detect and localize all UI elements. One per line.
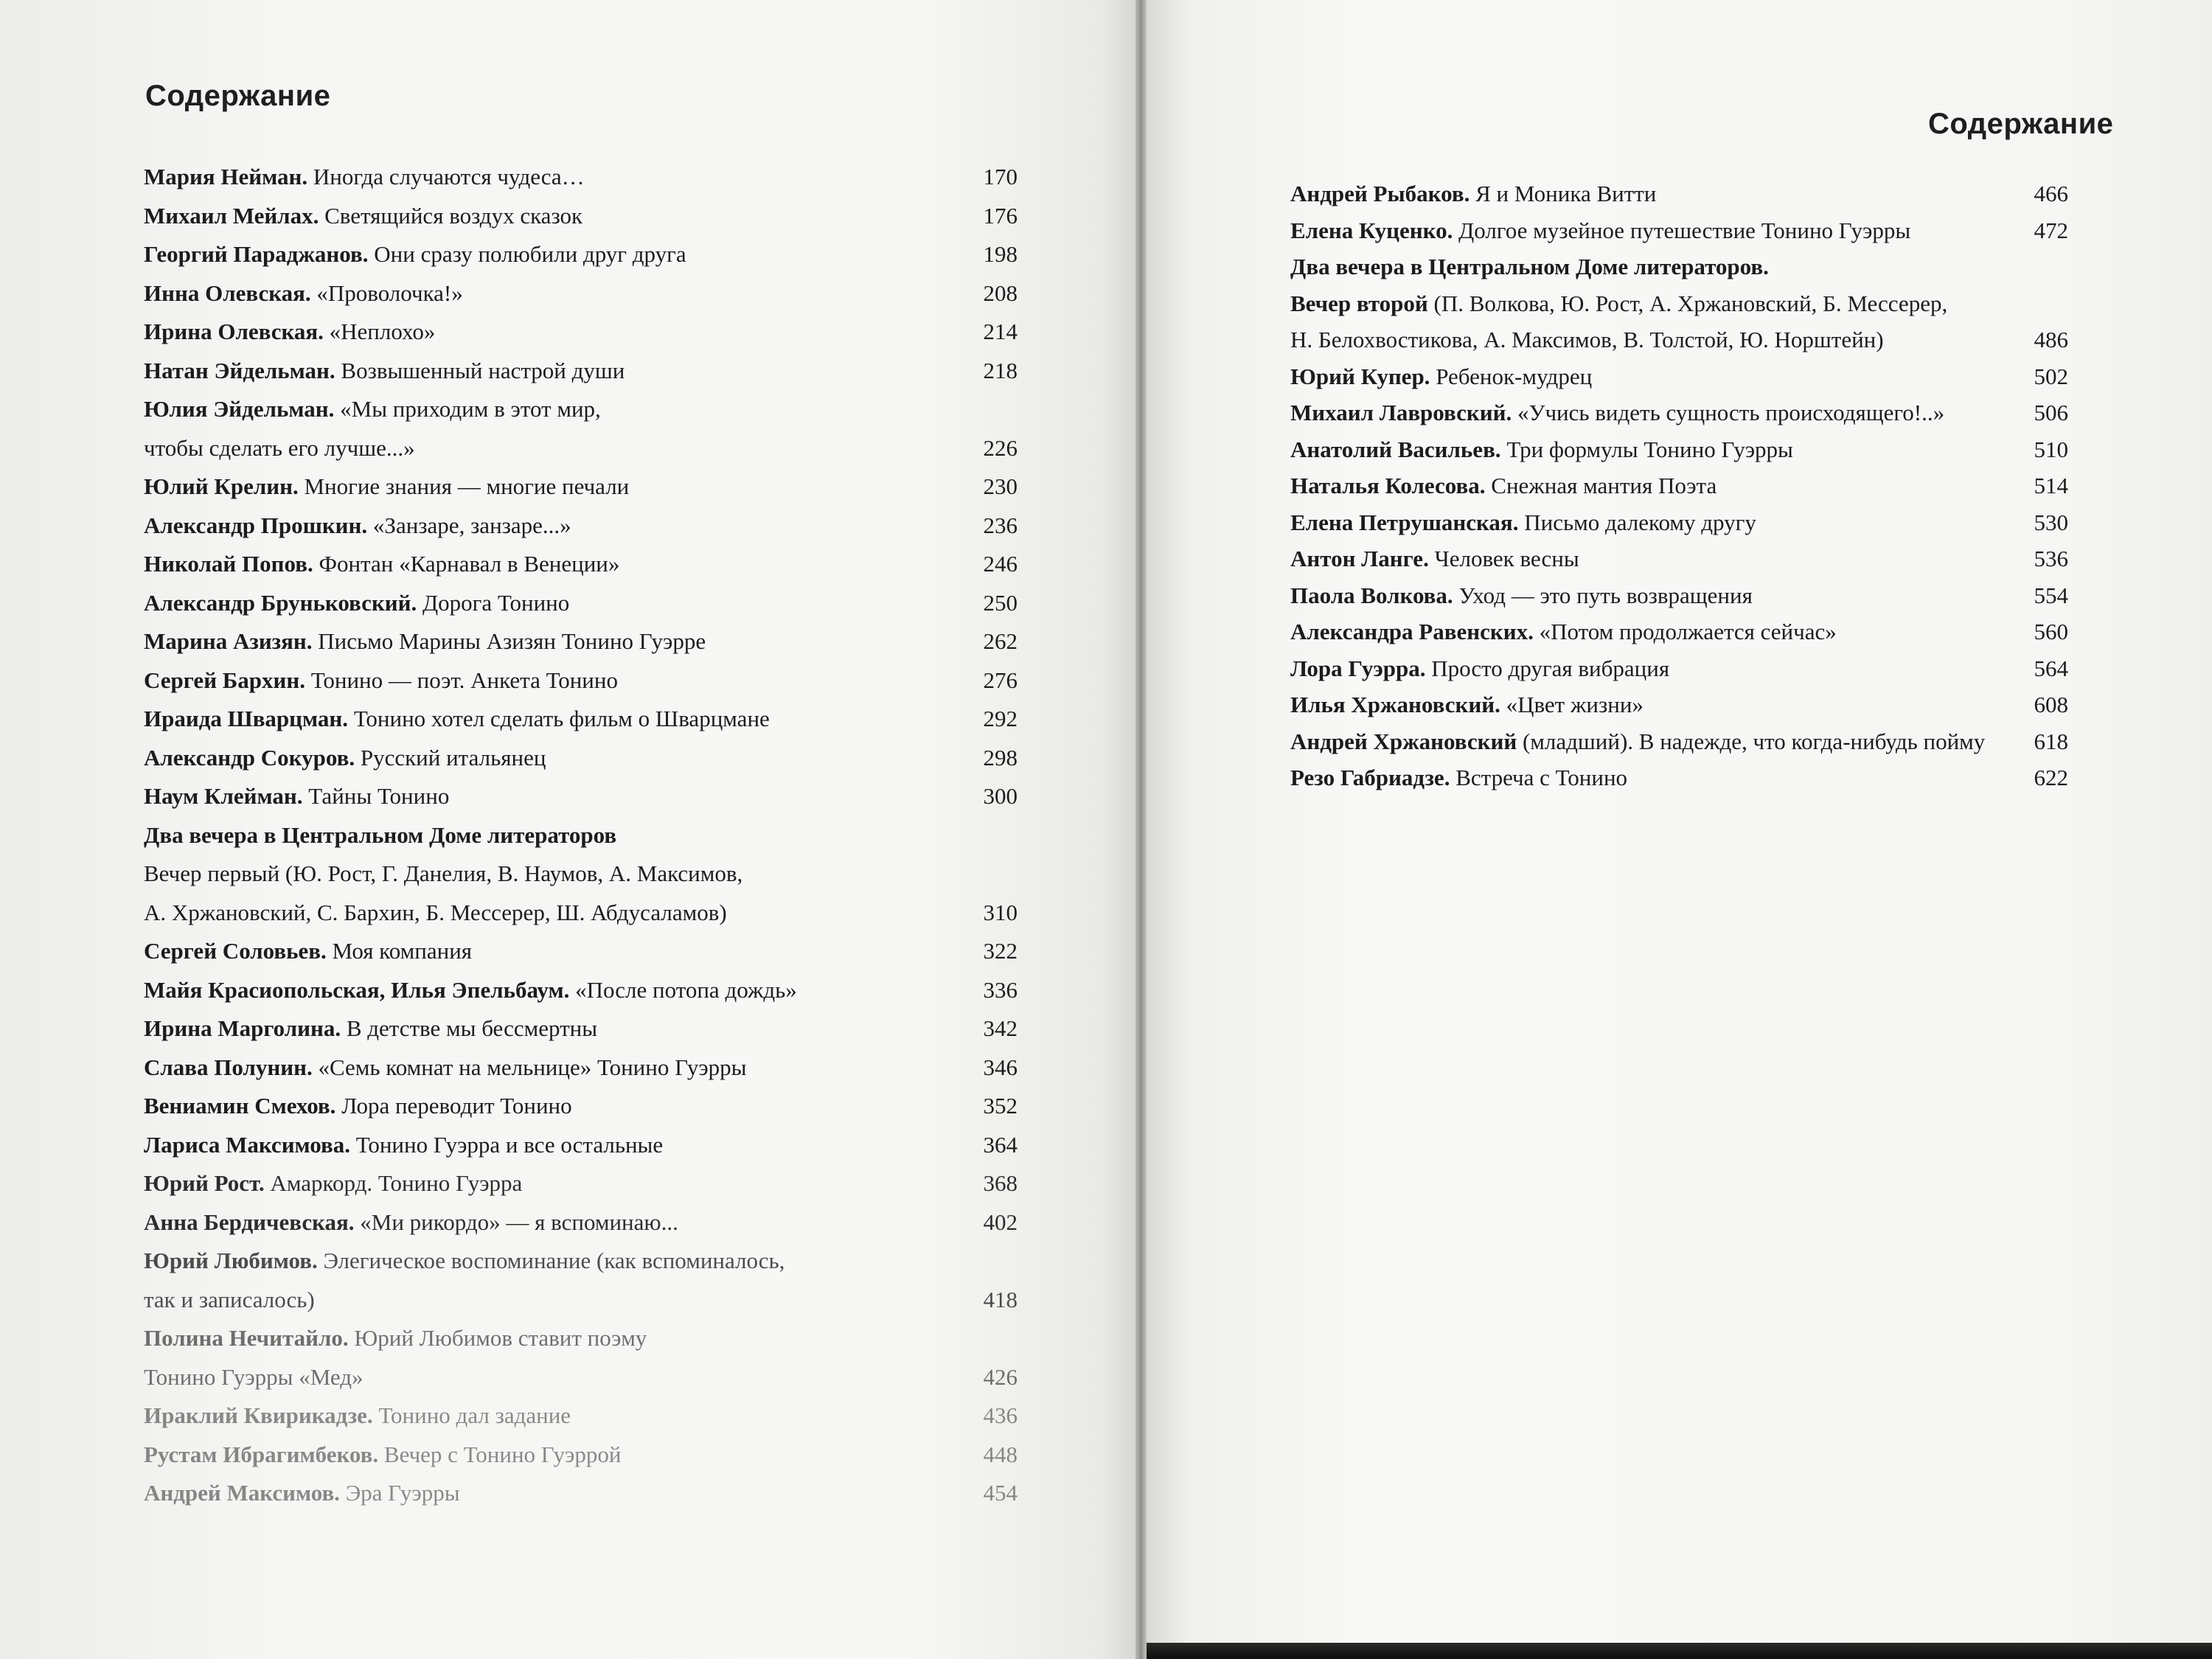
toc-author: Анатолий Васильев. xyxy=(1290,436,1501,462)
toc-entry xyxy=(144,274,1018,313)
toc-author: Андрей Хржановский xyxy=(1290,728,1517,754)
toc-entry xyxy=(144,971,1018,1010)
toc-entry xyxy=(1290,759,2068,796)
toc-author: Илья Хржановский. xyxy=(1290,692,1500,717)
toc-title: (младший). В надежде, что когда-нибудь пойму xyxy=(1517,728,1986,754)
toc-entry-text xyxy=(144,1203,678,1242)
toc-entry xyxy=(1290,248,2068,285)
toc-author: Юрий Рост. xyxy=(144,1170,265,1196)
toc-entry-text xyxy=(144,1319,647,1358)
toc-page-number: 622 xyxy=(2034,765,2068,790)
toc-author: Андрей Рыбаков. xyxy=(1290,181,1470,206)
toc-entry-text xyxy=(1290,504,1756,541)
toc-author: Наум Клейман. xyxy=(144,783,303,809)
toc-author: Юрий Любимов. xyxy=(144,1248,318,1273)
toc-author: Ирина Олевская. xyxy=(144,319,324,344)
table-of-contents-left xyxy=(144,158,1018,1513)
toc-page-number: 426 xyxy=(983,1363,1018,1390)
toc-page-number: 554 xyxy=(2034,582,2068,608)
toc-entry-text xyxy=(144,1126,663,1165)
toc-entry-text xyxy=(144,855,742,894)
toc-entry xyxy=(1290,613,2068,650)
toc-title: «Ми рикордо» — я вспоминаю... xyxy=(354,1208,678,1235)
toc-entry-text xyxy=(144,777,449,816)
toc-entry xyxy=(144,313,1018,352)
toc-title: Лора переводит Тонино xyxy=(335,1093,572,1119)
toc-entry-text xyxy=(144,158,585,197)
toc-page-number: 514 xyxy=(2034,473,2068,498)
toc-title: Вечер с Тонино Гуэррой xyxy=(378,1441,622,1467)
page-edge-shadow xyxy=(1147,1643,2212,1659)
toc-page-number: 560 xyxy=(2034,619,2068,644)
toc-title: Юрий Любимов ставит поэму xyxy=(348,1325,647,1351)
toc-entry xyxy=(144,1397,1018,1436)
toc-entry-text xyxy=(144,971,797,1010)
toc-entry-text xyxy=(144,429,415,468)
toc-entry xyxy=(1290,540,2068,577)
toc-entry xyxy=(1290,358,2068,395)
toc-title: «Семь комнат на мельнице» Тонино Гуэрры xyxy=(312,1054,747,1080)
toc-author: Паола Волкова. xyxy=(1290,582,1453,608)
toc-author: Наталья Колесова. xyxy=(1290,473,1486,498)
toc-page-number: 454 xyxy=(983,1480,1018,1506)
toc-entry xyxy=(1290,577,2068,614)
toc-entry xyxy=(144,1048,1018,1088)
toc-entry-text xyxy=(144,352,625,391)
toc-author: Майя Красиопольская, Илья Эпельбаум. xyxy=(144,976,570,1003)
toc-page-number: 300 xyxy=(983,783,1018,809)
toc-entry-text xyxy=(144,197,582,236)
toc-page-number: 246 xyxy=(983,551,1018,577)
toc-entry xyxy=(144,1281,1018,1320)
toc-entry xyxy=(144,545,1018,584)
toc-page-number: 510 xyxy=(2034,436,2068,462)
toc-page-number: 310 xyxy=(983,899,1018,925)
toc-page-number: 368 xyxy=(983,1170,1018,1196)
toc-entry-text xyxy=(144,932,472,971)
toc-entry xyxy=(144,1087,1018,1126)
toc-title: Моя компания xyxy=(326,938,473,964)
toc-page-number: 214 xyxy=(983,319,1018,344)
toc-author: Сергей Бархин. xyxy=(144,667,306,693)
toc-author: Полина Нечитайло. xyxy=(144,1325,349,1351)
toc-entry xyxy=(144,197,1018,236)
toc-entry xyxy=(1290,394,2068,431)
toc-author: Мария Нейман. xyxy=(144,164,308,189)
right-page xyxy=(1147,0,2212,1644)
toc-title: Русский итальянец xyxy=(355,744,546,771)
toc-entry-text xyxy=(144,313,435,352)
toc-entry-text xyxy=(1290,759,1627,796)
toc-page-number: 322 xyxy=(983,938,1018,964)
toc-entry xyxy=(144,894,1018,933)
toc-entry-text xyxy=(1290,577,1753,614)
toc-entry xyxy=(1290,723,2068,760)
toc-title: А. Хржановский, С. Бархин, Б. Мессерер, Ш. Абдусаламов) xyxy=(144,899,727,925)
toc-author: Натан Эйдельман. xyxy=(144,357,335,383)
toc-author: Марина Азизян. xyxy=(144,628,313,654)
toc-title: Ребенок-мудрец xyxy=(1430,363,1593,389)
toc-entry-text xyxy=(144,1164,522,1203)
toc-title: Светящийся воздух сказок xyxy=(319,202,583,229)
toc-title: Эра Гуэрры xyxy=(339,1480,460,1506)
toc-entry xyxy=(144,1474,1018,1513)
toc-entry xyxy=(144,661,1018,700)
toc-author: Николай Попов. xyxy=(144,551,313,577)
toc-title: Встреча с Тонино xyxy=(1450,765,1628,790)
toc-entry-text xyxy=(144,235,686,274)
toc-page-number: 236 xyxy=(983,512,1018,538)
toc-title: В детстве мы бессмертны xyxy=(341,1015,598,1041)
toc-entry-text xyxy=(144,622,706,661)
page-heading: Содержание xyxy=(1928,108,2114,140)
toc-title: «Проволочка!» xyxy=(310,279,463,306)
toc-author: Елена Куценко. xyxy=(1290,217,1453,243)
toc-page-number: 618 xyxy=(2034,728,2068,754)
toc-entry-text xyxy=(144,507,571,546)
toc-page-number: 486 xyxy=(2034,327,2068,352)
toc-page-number: 466 xyxy=(2034,181,2068,206)
toc-title: Уход — это путь возвращения xyxy=(1453,582,1753,608)
toc-entry xyxy=(144,158,1018,197)
toc-title: Вечер первый (Ю. Рост, Г. Данелия, В. Наумов, А. Максимов, xyxy=(144,860,743,886)
toc-title: Человек весны xyxy=(1428,546,1579,571)
toc-title: Тонино — поэт. Анкета Тонино xyxy=(305,667,618,693)
toc-page-number: 176 xyxy=(983,202,1018,229)
toc-title: Тонино хотел сделать фильм о Шварцмане xyxy=(348,706,770,731)
toc-title: Три формулы Тонино Гуэрры xyxy=(1500,436,1793,462)
toc-page-number: 230 xyxy=(983,473,1018,499)
toc-title: «Мы приходим в этот мир, xyxy=(334,396,601,422)
toc-author: Два вечера в Центральном Доме литераторов. xyxy=(1290,254,1769,279)
toc-author: Георгий Параджанов. xyxy=(144,241,369,267)
toc-entry-text xyxy=(1290,248,1769,285)
toc-author: Александр Прошкин. xyxy=(144,512,368,538)
page-heading: Содержание xyxy=(145,80,331,112)
toc-title: Дорога Тонино xyxy=(417,589,570,616)
toc-page-number: 346 xyxy=(983,1054,1018,1080)
toc-page-number: 208 xyxy=(983,279,1018,306)
toc-entry xyxy=(144,622,1018,661)
toc-entry xyxy=(1290,686,2068,723)
toc-entry-text xyxy=(144,700,770,739)
toc-title: Долгое музейное путешествие Тонино Гуэрры xyxy=(1453,217,1911,243)
toc-author: Александра Равенских. xyxy=(1290,619,1534,644)
toc-entry xyxy=(144,1319,1018,1358)
toc-title: Многие знания — многие печали xyxy=(298,473,630,499)
toc-author: Михаил Лавровский. xyxy=(1290,400,1512,425)
toc-entry xyxy=(144,429,1018,468)
toc-author: Александр Сокуров. xyxy=(144,744,355,771)
toc-title: Просто другая вибрация xyxy=(1425,655,1670,681)
toc-entry-text xyxy=(1290,394,1944,431)
toc-entry-text xyxy=(144,274,463,313)
toc-entry xyxy=(144,507,1018,546)
toc-author: Резо Габриадзе. xyxy=(1290,765,1450,790)
toc-page-number: 226 xyxy=(983,434,1018,461)
toc-entry-text xyxy=(1290,431,1793,468)
toc-title: Элегическое воспоминание (как вспоминалось, xyxy=(317,1248,785,1273)
toc-entry xyxy=(144,235,1018,274)
toc-author: Юрий Купер. xyxy=(1290,363,1430,389)
toc-entry-text xyxy=(144,1358,364,1397)
toc-entry xyxy=(1290,321,2068,358)
toc-entry xyxy=(1290,467,2068,504)
toc-title: так и записалось) xyxy=(144,1286,315,1312)
toc-entry xyxy=(144,816,1018,855)
toc-entry xyxy=(1290,431,2068,468)
toc-entry-text xyxy=(1290,723,1985,760)
toc-entry xyxy=(144,1242,1018,1281)
toc-title: «После потопа дождь» xyxy=(569,976,797,1003)
toc-entry-text xyxy=(144,1087,572,1126)
toc-entry xyxy=(144,1164,1018,1203)
toc-entry xyxy=(144,390,1018,429)
toc-author: Вениамин Смехов. xyxy=(144,1093,336,1119)
toc-author: Александр Бруньковский. xyxy=(144,589,417,616)
toc-entry-text xyxy=(144,1436,621,1475)
toc-title: Амаркорд. Тонино Гуэрра xyxy=(264,1170,523,1196)
toc-title: Иногда случаются чудеса… xyxy=(307,164,585,189)
table-of-contents-right xyxy=(1290,175,2068,796)
toc-author: Лариса Максимова. xyxy=(144,1131,350,1158)
toc-entry-text xyxy=(144,1009,597,1048)
toc-page-number: 336 xyxy=(983,976,1018,1003)
toc-author: Ираклий Квирикадзе. xyxy=(144,1402,373,1428)
toc-title: Письмо далекому другу xyxy=(1518,509,1756,535)
toc-entry xyxy=(144,1436,1018,1475)
toc-author: Сергей Соловьев. xyxy=(144,938,327,964)
toc-entry-text xyxy=(144,1474,460,1513)
toc-page-number: 502 xyxy=(2034,363,2068,389)
toc-entry-text xyxy=(1290,613,1837,650)
toc-page-number: 564 xyxy=(2034,655,2068,681)
toc-entry-text xyxy=(1290,358,1592,395)
toc-title: «Неплохо» xyxy=(323,319,436,344)
toc-page-number: 506 xyxy=(2034,400,2068,425)
toc-page-number: 364 xyxy=(983,1131,1018,1158)
toc-title: Тонино дал задание xyxy=(372,1402,571,1428)
toc-title: «Учись видеть сущность происходящего!..» xyxy=(1512,400,1945,425)
toc-title: Возвышенный настрой души xyxy=(335,357,625,383)
toc-entry-text xyxy=(144,545,619,584)
toc-entry-text xyxy=(1290,212,1910,249)
toc-entry-text xyxy=(1290,285,1947,322)
toc-entry-text xyxy=(1290,650,1669,687)
toc-author: Андрей Максимов. xyxy=(144,1480,340,1506)
toc-entry-text xyxy=(1290,686,1644,723)
toc-entry xyxy=(144,1203,1018,1242)
toc-title: Я и Моника Витти xyxy=(1470,181,1657,206)
toc-page-number: 198 xyxy=(983,241,1018,267)
toc-author: Вечер второй xyxy=(1290,290,1428,316)
toc-entry-text xyxy=(1290,175,1656,212)
toc-entry-text xyxy=(1290,540,1579,577)
toc-title: чтобы сделать его лучше...» xyxy=(144,434,415,461)
toc-author: Михаил Мейлах. xyxy=(144,202,319,229)
toc-page-number: 436 xyxy=(983,1402,1018,1428)
toc-entry-text xyxy=(144,1242,785,1281)
toc-entry xyxy=(1290,285,2068,322)
toc-entry-text xyxy=(144,390,601,429)
toc-author: Два вечера в Центральном Доме литераторов xyxy=(144,821,617,848)
toc-entry xyxy=(144,352,1018,391)
toc-page-number: 170 xyxy=(983,164,1018,189)
toc-author: Анна Бердичевская. xyxy=(144,1208,355,1235)
toc-title: Снежная мантия Поэта xyxy=(1485,473,1717,498)
toc-page-number: 276 xyxy=(983,667,1018,693)
toc-entry-text xyxy=(144,894,727,933)
toc-author: Юлий Крелин. xyxy=(144,473,299,499)
toc-page-number: 530 xyxy=(2034,509,2068,535)
toc-page-number: 218 xyxy=(983,357,1018,383)
toc-title: Они сразу полюбили друг друга xyxy=(368,241,686,267)
toc-entry xyxy=(144,1126,1018,1165)
toc-author: Слава Полунин. xyxy=(144,1054,313,1080)
toc-entry-text xyxy=(144,816,616,855)
toc-entry-text xyxy=(1290,467,1717,504)
toc-author: Юлия Эйдельман. xyxy=(144,396,335,422)
toc-entry-text xyxy=(144,1281,315,1320)
toc-entry-text xyxy=(144,739,546,778)
toc-page-number: 298 xyxy=(983,744,1018,771)
toc-page-number: 292 xyxy=(983,706,1018,731)
toc-page-number: 536 xyxy=(2034,546,2068,571)
toc-entry-text xyxy=(144,467,629,507)
toc-entry-text xyxy=(1290,321,1884,358)
toc-author: Лора Гуэрра. xyxy=(1290,655,1426,681)
toc-entry xyxy=(144,932,1018,971)
toc-author: Рустам Ибрагимбеков. xyxy=(144,1441,379,1467)
toc-entry xyxy=(144,1358,1018,1397)
toc-entry xyxy=(144,739,1018,778)
toc-entry xyxy=(144,777,1018,816)
toc-entry-text xyxy=(144,661,618,700)
toc-entry xyxy=(1290,650,2068,687)
toc-entry xyxy=(144,1009,1018,1048)
toc-entry xyxy=(144,855,1018,894)
toc-title: Тайны Тонино xyxy=(302,783,450,809)
toc-entry xyxy=(144,467,1018,507)
toc-page-number: 472 xyxy=(2034,217,2068,243)
toc-author: Инна Олевская. xyxy=(144,279,311,306)
toc-page-number: 250 xyxy=(983,589,1018,616)
toc-entry xyxy=(144,584,1018,623)
toc-page-number: 262 xyxy=(983,628,1018,654)
toc-entry xyxy=(1290,504,2068,541)
toc-page-number: 448 xyxy=(983,1441,1018,1467)
toc-title: Тонино Гуэрра и все остальные xyxy=(349,1131,664,1158)
toc-page-number: 418 xyxy=(983,1286,1018,1312)
toc-title: «Занзаре, занзаре...» xyxy=(367,512,571,538)
toc-entry-text xyxy=(144,584,569,623)
book-gutter xyxy=(1135,0,1147,1659)
toc-title: «Цвет жизни» xyxy=(1500,692,1644,717)
toc-title: Письмо Марины Азизян Тонино Гуэрре xyxy=(312,628,706,654)
toc-title: «Потом продолжается сейчас» xyxy=(1533,619,1837,644)
toc-entry xyxy=(1290,175,2068,212)
toc-page-number: 402 xyxy=(983,1208,1018,1235)
toc-page-number: 608 xyxy=(2034,692,2068,717)
toc-author: Ирина Марголина. xyxy=(144,1015,341,1041)
toc-title: Тонино Гуэрры «Мед» xyxy=(144,1363,364,1390)
toc-entry xyxy=(1290,212,2068,249)
toc-author: Елена Петрушанская. xyxy=(1290,509,1519,535)
toc-entry-text xyxy=(144,1397,571,1436)
toc-entry xyxy=(144,700,1018,739)
toc-title: Фонтан «Карнавал в Венеции» xyxy=(313,551,620,577)
toc-page-number: 352 xyxy=(983,1093,1018,1119)
toc-title: Н. Белохвостикова, А. Максимов, В. Толстой, Ю. Норштейн) xyxy=(1290,327,1884,352)
toc-entry-text xyxy=(144,1048,747,1088)
toc-page-number: 342 xyxy=(983,1015,1018,1041)
toc-title: (П. Волкова, Ю. Рост, А. Хржановский, Б. Мессерер, xyxy=(1427,290,1948,316)
toc-author: Антон Ланге. xyxy=(1290,546,1429,571)
toc-author: Ираида Шварцман. xyxy=(144,706,349,731)
